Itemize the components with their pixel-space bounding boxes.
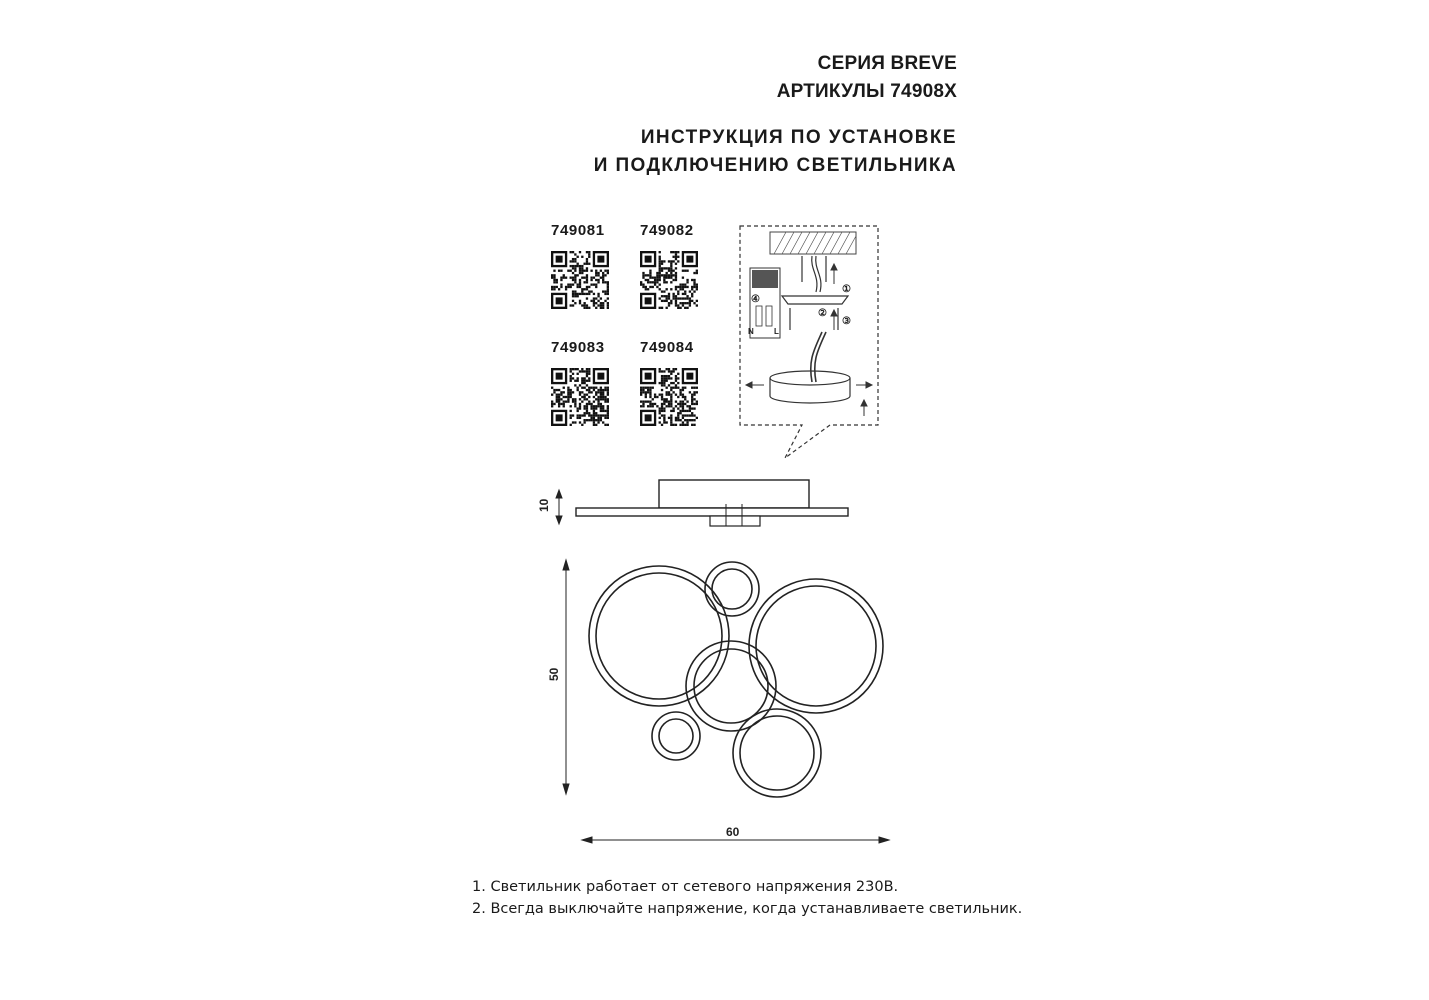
depth-dimension-arrow [563, 560, 569, 794]
step-3-label: ③ [842, 316, 851, 327]
terminal-l-label: L [774, 327, 779, 336]
height-dimension-arrow [556, 490, 562, 524]
step-1-label: ① [842, 284, 851, 295]
step-2-label: ② [818, 308, 827, 319]
terminal-n-label: N [748, 327, 754, 336]
canopy [659, 480, 809, 508]
qr-code [640, 251, 698, 309]
installation-diagram [730, 220, 890, 465]
series-header [777, 50, 957, 106]
title-line-1: ИНСТРУКЦИЯ ПО УСТАНОВКЕ [640, 127, 957, 148]
note-1: 1. Светильник работает от сетевого напряжения 230В. [472, 879, 899, 895]
articles-line: АРТИКУЛЫ 74908X [776, 81, 957, 102]
safety-notes [472, 876, 1022, 920]
fixture-base-top [770, 371, 850, 385]
qr-code [551, 368, 609, 426]
large-ring-right-outer [749, 579, 883, 713]
qr-block-749081 [551, 222, 609, 309]
depth-dimension-label: 50 [547, 667, 561, 681]
series-line: СЕРИЯ BREVE [817, 53, 957, 74]
center-ring-inner [694, 649, 768, 723]
step-4-label: ④ [751, 294, 760, 305]
lower-hub [710, 516, 760, 526]
qr-block-749084 [640, 339, 698, 426]
document-title [594, 124, 957, 180]
large-ring-left-inner [596, 573, 722, 699]
mounting-bracket [782, 296, 848, 304]
note-2: 2. Всегда выключайте напряжение, когда устанавливаете светильник. [472, 901, 1023, 917]
large-ring-left-outer [589, 566, 729, 706]
ring-plate [576, 508, 848, 516]
qr-article-label: 749082 [640, 222, 694, 239]
qr-article-label: 749081 [551, 222, 605, 239]
title-line-2: И ПОДКЛЮЧЕНИЮ СВЕТИЛЬНИКА [593, 155, 957, 176]
qr-block-749083 [551, 339, 609, 426]
ring-outlines [589, 562, 883, 797]
callout-frame [740, 226, 878, 458]
ceiling [770, 232, 856, 254]
qr-article-label: 749083 [551, 339, 605, 356]
height-dimension-label: 10 [537, 498, 551, 512]
qr-code [551, 251, 609, 309]
side-view-drawing [530, 470, 860, 540]
ring-bottom-outer [733, 709, 821, 797]
qr-block-749082 [640, 222, 698, 309]
qr-code [640, 368, 698, 426]
small-ring-left-inner [659, 719, 693, 753]
qr-article-label: 749084 [640, 339, 694, 356]
width-dimension-label: 60 [726, 825, 740, 839]
small-ring-top-outer [705, 562, 759, 616]
top-view-drawing [540, 550, 900, 855]
terminal-cover [752, 270, 778, 288]
large-ring-right-inner [756, 586, 876, 706]
small-ring-top-inner [712, 569, 752, 609]
